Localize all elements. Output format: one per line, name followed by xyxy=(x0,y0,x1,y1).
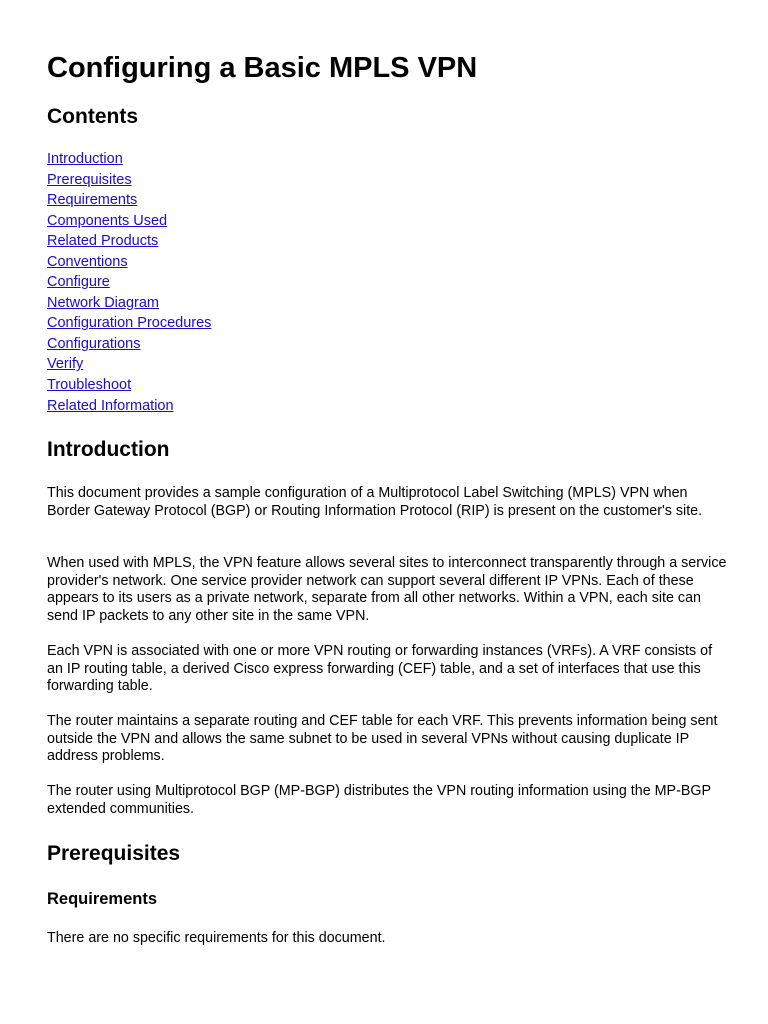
toc-link-components-used[interactable]: Components Used xyxy=(47,212,168,229)
toc-item xyxy=(47,293,211,314)
introduction-heading: Introduction xyxy=(47,438,170,461)
toc-item xyxy=(47,375,211,396)
toc-link-troubleshoot[interactable]: Troubleshoot xyxy=(47,377,132,394)
toc-link-network-diagram[interactable]: Network Diagram xyxy=(47,294,159,311)
toc-item xyxy=(47,252,211,273)
introduction-paragraph-2: When used with MPLS, the VPN feature allows several sites to interconnect transparently through a service provider's network. One service provider network can support several different IP VPNs. Each of these appears to its users as a private network, separate from all other networks. Within a VPN, each site can send IP packets to any other site in the same VPN. xyxy=(47,555,727,624)
table-of-contents xyxy=(47,149,211,416)
toc-item xyxy=(47,170,211,191)
toc-link-related-information[interactable]: Related Information xyxy=(47,397,174,414)
toc-link-verify[interactable]: Verify xyxy=(47,356,84,373)
toc-link-configure[interactable]: Configure xyxy=(47,274,110,291)
toc-item xyxy=(47,334,211,355)
contents-heading: Contents xyxy=(47,105,138,128)
requirements-heading: Requirements xyxy=(47,890,158,908)
toc-item xyxy=(47,190,211,211)
prerequisites-heading: Prerequisites xyxy=(47,842,181,865)
toc-link-related-products[interactable]: Related Products xyxy=(47,233,159,250)
toc-link-prerequisites[interactable]: Prerequisites xyxy=(47,171,132,188)
toc-item xyxy=(47,211,211,232)
toc-item xyxy=(47,396,211,417)
toc-link-configurations[interactable]: Configurations xyxy=(47,335,141,352)
toc-link-configuration-procedures[interactable]: Configuration Procedures xyxy=(47,315,212,332)
introduction-paragraph-3: Each VPN is associated with one or more VPN routing or forwarding instances (VRFs). A VRF consists of an IP routing table, a derived Cisco express forwarding (CEF) table, and a set of interfaces that use this forwarding table. xyxy=(47,643,713,694)
toc-link-introduction[interactable]: Introduction xyxy=(47,151,123,167)
introduction-paragraph-5: The router using Multiprotocol BGP (MP-BGP) distributes the VPN routing information using the MP-BGP extended communities. xyxy=(47,783,711,817)
toc-item xyxy=(47,231,211,252)
requirements-paragraph: There are no specific requirements for this document. xyxy=(47,930,386,946)
toc-item xyxy=(47,149,211,170)
introduction-paragraph-1: This document provides a sample configuration of a Multiprotocol Label Switching (MPLS) VPN when Border Gateway Protocol (BGP) or Routing Information Protocol (RIP) is present on the customer's site. xyxy=(47,485,703,519)
toc-item xyxy=(47,354,211,375)
toc-item xyxy=(47,272,211,293)
introduction-paragraph-4: The router maintains a separate routing and CEF table for each VRF. This prevents information being sent outside the VPN and allows the same subnet to be used in several VPNs without causing duplicate IP address problems. xyxy=(47,713,718,764)
document-title: Configuring a Basic MPLS VPN xyxy=(47,52,478,84)
toc-item xyxy=(47,313,211,334)
toc-link-conventions[interactable]: Conventions xyxy=(47,253,128,270)
toc-link-requirements[interactable]: Requirements xyxy=(47,192,138,209)
